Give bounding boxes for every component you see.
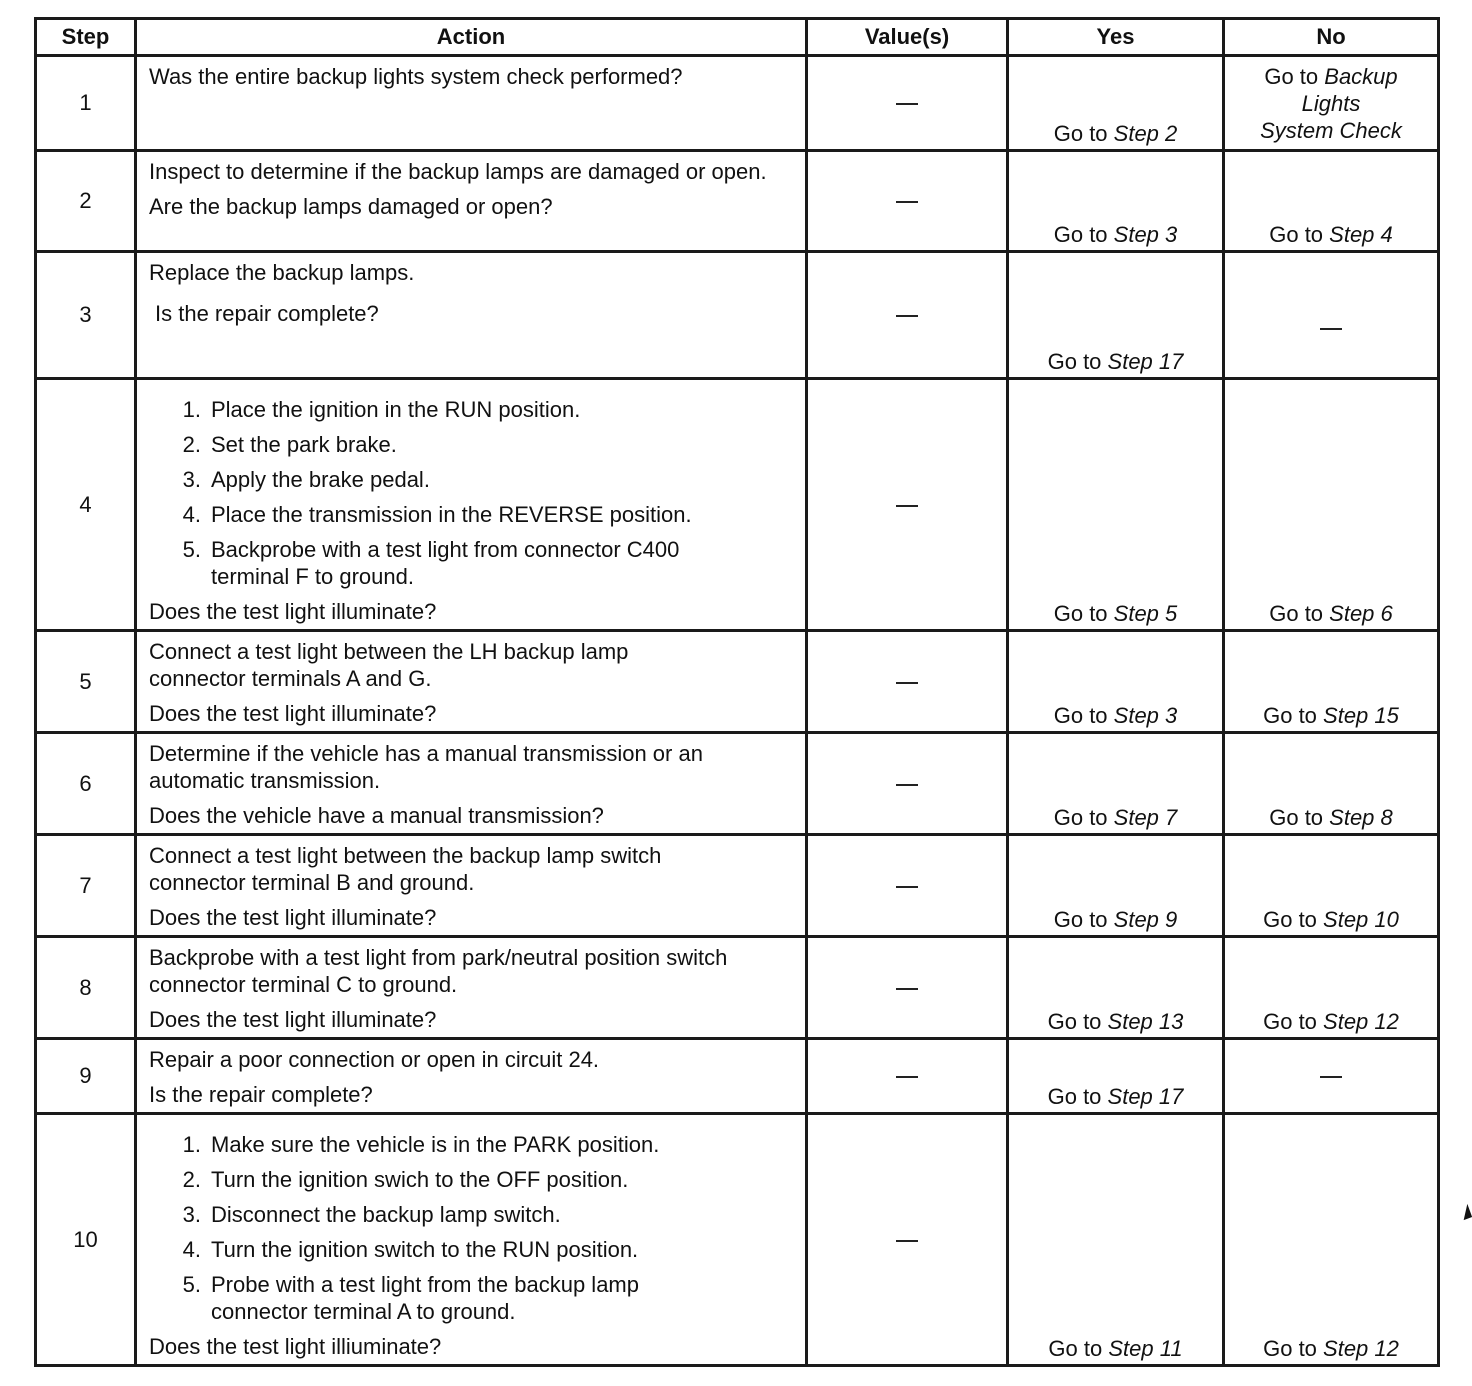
- step-number: 10: [36, 1114, 136, 1366]
- no-cell: [1224, 56, 1439, 151]
- action-cell: [136, 631, 807, 733]
- value-cell: [807, 733, 1008, 835]
- table-row: [36, 151, 1439, 252]
- value-cell: [807, 151, 1008, 252]
- value-cell: [807, 835, 1008, 937]
- step-number: 8: [36, 937, 136, 1039]
- empty-dash: [896, 505, 918, 507]
- list-item: 3. Apply the brake pedal.: [182, 467, 430, 492]
- step-number: 1: [36, 56, 136, 151]
- empty-dash: [896, 103, 918, 105]
- no-goto: Go to Step 6: [1269, 601, 1393, 626]
- action-cell: [136, 1039, 807, 1114]
- empty-dash: [896, 682, 918, 684]
- yes-cell: [1008, 1039, 1224, 1114]
- table-row: [36, 1114, 1439, 1366]
- yes-cell: [1008, 835, 1224, 937]
- action-text: Connect a test light between the LH backup lamp connector terminals A and G.: [149, 639, 629, 691]
- yes-goto: Go to Step 5: [1053, 601, 1178, 626]
- no-goto: Go to Step 10: [1263, 907, 1399, 932]
- no-cell: [1224, 252, 1439, 379]
- step-number: 5: [36, 631, 136, 733]
- step-number: 2: [36, 151, 136, 252]
- value-cell: [807, 631, 1008, 733]
- list-item: 5. Backprobe with a test light from connector C400 terminal F to ground.: [182, 537, 680, 589]
- table-row: [36, 379, 1439, 631]
- empty-dash: [896, 784, 918, 786]
- action-cell: [136, 835, 807, 937]
- action-question: Does the test light illuminate?: [149, 905, 437, 930]
- no-cell: [1224, 631, 1439, 733]
- yes-goto: Go to Step 3: [1053, 222, 1178, 247]
- action-question: Does the test light illiuminate?: [149, 1334, 442, 1359]
- header-values: Value(s): [807, 19, 1008, 56]
- list-item: 1. Place the ignition in the RUN position.: [182, 397, 581, 422]
- action-question: Is the repair complete?: [155, 301, 379, 326]
- no-cell: [1224, 1039, 1439, 1114]
- no-goto: Go to Step 8: [1269, 805, 1393, 830]
- table-row: [36, 937, 1439, 1039]
- action-cell: [136, 379, 807, 631]
- yes-goto: Go to Step 17: [1047, 1084, 1184, 1109]
- action-text: Connect a test light between the backup lamp switch connector terminal B and ground.: [149, 843, 662, 895]
- no-goto: Go to Step 12: [1263, 1336, 1399, 1361]
- action-cell: [136, 252, 807, 379]
- value-cell: [807, 937, 1008, 1039]
- yes-cell: [1008, 733, 1224, 835]
- yes-goto: Go to Step 11: [1048, 1336, 1183, 1361]
- action-text: Determine if the vehicle has a manual transmission or an automatic transmission.: [149, 741, 703, 793]
- empty-dash: [1320, 328, 1342, 330]
- step-number: 3: [36, 252, 136, 379]
- action-text: Backprobe with a test light from park/neutral position switch connector terminal C to ground.: [149, 945, 728, 997]
- no-goto: Go to Backup Lights System Check: [1260, 64, 1402, 143]
- action-cell: [136, 151, 807, 252]
- no-goto: Go to Step 15: [1263, 703, 1399, 728]
- action-text: Was the entire backup lights system check performed?: [149, 64, 683, 89]
- table-row: [36, 252, 1439, 379]
- action-question: Does the test light illuminate?: [149, 701, 437, 726]
- scan-mark: [1459, 1204, 1472, 1220]
- yes-cell: [1008, 252, 1224, 379]
- yes-goto: Go to Step 9: [1053, 907, 1178, 932]
- no-goto: Go to Step 4: [1269, 222, 1393, 247]
- no-cell: [1224, 835, 1439, 937]
- action-question: Does the test light illuminate?: [149, 599, 437, 624]
- empty-dash: [896, 201, 918, 203]
- no-empty: [1225, 315, 1437, 341]
- step-number: 7: [36, 835, 136, 937]
- step-number: 9: [36, 1039, 136, 1114]
- table-row: [36, 631, 1439, 733]
- list-item: 2. Turn the ignition swich to the OFF position.: [182, 1167, 629, 1192]
- step-number: 4: [36, 379, 136, 631]
- header-yes: Yes: [1008, 19, 1224, 56]
- value-cell: [807, 252, 1008, 379]
- value-cell: [807, 379, 1008, 631]
- list-item: 2. Set the park brake.: [182, 432, 397, 457]
- action-text: Replace the backup lamps.: [149, 260, 415, 285]
- no-empty: [1225, 1063, 1437, 1089]
- list-item: 3. Disconnect the backup lamp switch.: [182, 1202, 561, 1227]
- no-cell: [1224, 1114, 1439, 1366]
- action-cell: [136, 56, 807, 151]
- action-question: Does the test light illuminate?: [149, 1007, 437, 1032]
- header-row: [36, 19, 1439, 56]
- no-cell: [1224, 733, 1439, 835]
- list-item: 5. Probe with a test light from the backup lamp connector terminal A to ground.: [182, 1272, 639, 1324]
- action-question: Is the repair complete?: [149, 1082, 373, 1107]
- yes-cell: [1008, 379, 1224, 631]
- no-cell: [1224, 379, 1439, 631]
- yes-goto: Go to Step 3: [1053, 703, 1178, 728]
- yes-cell: [1008, 631, 1224, 733]
- action-cell: [136, 937, 807, 1039]
- action-question: Does the vehicle have a manual transmission?: [149, 803, 604, 828]
- empty-dash: [896, 315, 918, 317]
- yes-cell: [1008, 56, 1224, 151]
- table-row: [36, 835, 1439, 937]
- no-goto: Go to Step 12: [1263, 1009, 1399, 1034]
- empty-dash: [1320, 1076, 1342, 1078]
- yes-goto: Go to Step 17: [1047, 349, 1184, 374]
- value-cell: [807, 1039, 1008, 1114]
- no-cell: [1224, 937, 1439, 1039]
- empty-dash: [896, 988, 918, 990]
- action-cell: [136, 733, 807, 835]
- table-row: [36, 56, 1439, 151]
- header-action: Action: [136, 19, 807, 56]
- action-text: Inspect to determine if the backup lamps are damaged or open.: [149, 159, 767, 184]
- action-question: Are the backup lamps damaged or open?: [149, 194, 553, 219]
- empty-dash: [896, 1240, 918, 1242]
- yes-cell: [1008, 1114, 1224, 1366]
- yes-goto: Go to Step 13: [1047, 1009, 1184, 1034]
- value-cell: [807, 1114, 1008, 1366]
- no-cell: [1224, 151, 1439, 252]
- step-number: 6: [36, 733, 136, 835]
- list-item: 4. Turn the ignition switch to the RUN position.: [182, 1237, 639, 1262]
- list-item: 4. Place the transmission in the REVERSE position.: [182, 502, 692, 527]
- header-step: Step: [36, 19, 136, 56]
- action-cell: [136, 1114, 807, 1366]
- yes-cell: [1008, 151, 1224, 252]
- table-row: [36, 1039, 1439, 1114]
- list-item: 1. Make sure the vehicle is in the PARK position.: [182, 1132, 660, 1157]
- yes-cell: [1008, 937, 1224, 1039]
- yes-goto: Go to Step 2: [1053, 121, 1178, 146]
- header-no: No: [1224, 19, 1439, 56]
- table-row: [36, 733, 1439, 835]
- value-cell: [807, 56, 1008, 151]
- diagnostic-table: [34, 17, 1440, 1367]
- procedure-list: [149, 396, 795, 590]
- yes-goto: Go to Step 7: [1053, 805, 1178, 830]
- empty-dash: [896, 1076, 918, 1078]
- action-text: Repair a poor connection or open in circuit 24.: [149, 1047, 600, 1072]
- procedure-list: [149, 1131, 795, 1325]
- empty-dash: [896, 886, 918, 888]
